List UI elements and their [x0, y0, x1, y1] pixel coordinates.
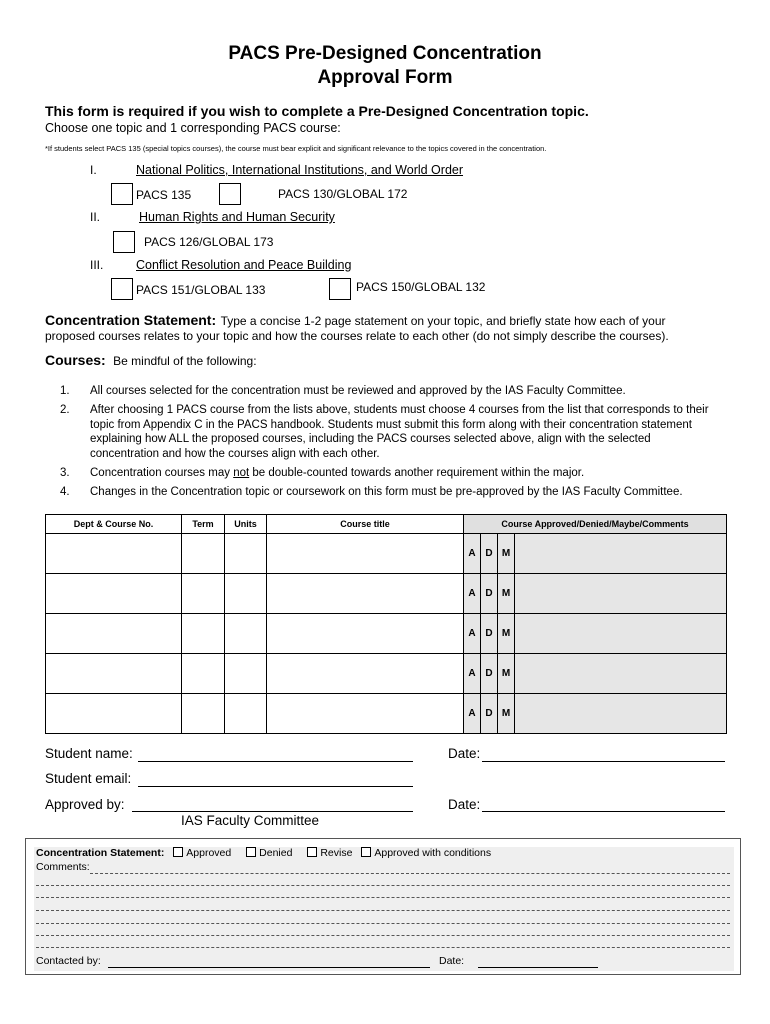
cell-term[interactable] [182, 534, 225, 574]
table-row [46, 574, 727, 614]
adm-m: M [498, 614, 515, 654]
office-use-panel [34, 847, 734, 971]
cell-dept-course[interactable] [46, 694, 182, 734]
comment-line[interactable] [36, 923, 730, 924]
adm-a: A [464, 534, 481, 574]
cell-dept-course[interactable] [46, 574, 182, 614]
statement-text-a: Type a concise 1-2 page statement on your topic, and briefly state how each of your [220, 314, 666, 328]
cell-term[interactable] [182, 574, 225, 614]
rule-text: After choosing 1 PACS course from the lists above, students must choose 4 courses from the list that corresponds to their topic from Appendix C in the PACS handbook. Students must submit this form along with their concentration statement explaining how ALL the proposed courses, including the PACS courses selected above, align with the selected concentration and how the courses align with each other. [90, 404, 709, 460]
checkbox-pacs-130-global-172[interactable] [219, 183, 241, 205]
rule-num: 3. [60, 467, 70, 479]
comment-line[interactable] [36, 885, 730, 886]
cell-term[interactable] [182, 694, 225, 734]
adm-d: D [481, 534, 498, 574]
rule-num: 2. [60, 404, 70, 416]
statement-block [45, 312, 745, 330]
cell-units[interactable] [225, 534, 267, 574]
table-row [46, 694, 727, 734]
cell-dept-course[interactable] [46, 654, 182, 694]
option-pacs-126-global-173: PACS 126/GLOBAL 173 [144, 235, 274, 249]
table-row [46, 534, 727, 574]
checkbox-denied[interactable] [246, 847, 256, 857]
cell-comments [515, 574, 727, 614]
office-date-label: Date: [439, 955, 465, 967]
topic-1-title: National Politics, International Institutions, and World Order [136, 163, 464, 177]
cell-dept-course[interactable] [46, 614, 182, 654]
office-status-row [36, 847, 491, 859]
checkbox-revise[interactable] [307, 847, 317, 857]
approved-by-line[interactable] [132, 811, 413, 812]
checkbox-pacs-135[interactable] [111, 183, 133, 205]
courses-intro: Be mindful of the following: [113, 354, 257, 368]
required-notice: This form is required if you wish to complete a Pre-Designed Concentration topic. [45, 103, 589, 119]
adm-a: A [464, 694, 481, 734]
choose-instruction: Choose one topic and 1 corresponding PACS course: [45, 121, 341, 135]
rule-num: 1. [60, 385, 70, 397]
col-dept-course: Dept & Course No. [46, 515, 182, 534]
adm-d: D [481, 694, 498, 734]
date-line-2[interactable] [482, 811, 725, 812]
student-email-line[interactable] [138, 786, 413, 787]
cell-units[interactable] [225, 654, 267, 694]
topic-2-numeral: II. [90, 210, 101, 224]
topic-3-numeral: III. [90, 258, 104, 272]
approved-by-label: Approved by: [45, 797, 125, 812]
comment-line[interactable] [36, 910, 730, 911]
courses-heading-block [45, 352, 257, 370]
office-statement-label: Concentration Statement: [36, 847, 165, 859]
cell-term[interactable] [182, 614, 225, 654]
adm-d: D [481, 574, 498, 614]
adm-d: D [481, 654, 498, 694]
rule-text: Changes in the Concentration topic or coursework on this form must be pre-approved by the IAS Faculty Committee. [90, 486, 683, 498]
cell-comments [515, 694, 727, 734]
contacted-by-line[interactable] [108, 967, 430, 968]
rule-text-not: not [233, 467, 250, 479]
adm-m: M [498, 654, 515, 694]
courses-table [45, 514, 727, 734]
footnote: *If students select PACS 135 (special topics courses), the course must bear explicit and significant relevance to the topics covered in the concentration. [45, 144, 547, 153]
option-pacs-151-global-133: PACS 151/GLOBAL 133 [136, 283, 266, 297]
col-course-title: Course title [267, 515, 464, 534]
topic-3-title: Conflict Resolution and Peace Building [136, 258, 352, 272]
checkbox-pacs-126-global-173[interactable] [113, 231, 135, 253]
cell-course-title[interactable] [267, 654, 464, 694]
student-name-line[interactable] [138, 761, 413, 762]
adm-m: M [498, 534, 515, 574]
option-approved: Approved [186, 847, 232, 859]
table-row [46, 614, 727, 654]
rule-text-b: be double-counted towards another requirement within the major. [249, 467, 585, 479]
contacted-by-label: Contacted by: [36, 955, 101, 967]
comment-line[interactable] [36, 947, 730, 948]
option-approved-with-conditions: Approved with conditions [374, 847, 492, 859]
date-label-2: Date: [448, 797, 481, 812]
cell-units[interactable] [225, 694, 267, 734]
checkbox-pacs-150-global-132[interactable] [329, 278, 351, 300]
col-units: Units [225, 515, 267, 534]
student-email-label: Student email: [45, 771, 132, 786]
table-row [46, 654, 727, 694]
form-title-line2: Approval Form [317, 67, 453, 88]
topic-2-title: Human Rights and Human Security [139, 210, 335, 224]
option-pacs-135: PACS 135 [136, 188, 192, 202]
checkbox-approved-with-conditions[interactable] [361, 847, 371, 857]
option-revise: Revise [320, 847, 353, 859]
option-denied: Denied [259, 847, 293, 859]
checkbox-pacs-151-global-133[interactable] [111, 278, 133, 300]
option-pacs-130-global-172: PACS 130/GLOBAL 172 [278, 187, 408, 201]
adm-a: A [464, 654, 481, 694]
comments-label: Comments: [36, 861, 90, 873]
col-term: Term [182, 515, 225, 534]
cell-comments [515, 654, 727, 694]
rule-num: 4. [60, 486, 70, 498]
date-line[interactable] [482, 761, 725, 762]
date-label: Date: [448, 746, 481, 761]
adm-a: A [464, 614, 481, 654]
cell-comments [515, 534, 727, 574]
table-header-row [46, 515, 727, 534]
checkbox-approved[interactable] [173, 847, 183, 857]
statement-text-b: proposed courses relates to your topic and how the courses relate to each other (do not simply describe the courses). [45, 329, 669, 343]
rule-text [90, 466, 720, 481]
office-date-line[interactable] [478, 967, 598, 968]
comment-line[interactable] [36, 935, 730, 936]
cell-dept-course[interactable] [46, 534, 182, 574]
adm-d: D [481, 614, 498, 654]
statement-heading: Concentration Statement: [45, 312, 217, 328]
rule-text: All courses selected for the concentration must be reviewed and approved by the IAS Faculty Committee. [90, 385, 626, 397]
cell-course-title[interactable] [267, 614, 464, 654]
cell-term[interactable] [182, 654, 225, 694]
cell-course-title[interactable] [267, 574, 464, 614]
adm-m: M [498, 694, 515, 734]
adm-m: M [498, 574, 515, 614]
col-approval: Course Approved/Denied/Maybe/Comments [464, 515, 727, 534]
comment-line[interactable] [36, 897, 730, 898]
option-pacs-150-global-132: PACS 150/GLOBAL 132 [356, 280, 486, 294]
comment-line[interactable] [90, 873, 730, 874]
committee-label: IAS Faculty Committee [181, 813, 320, 828]
courses-heading: Courses: [45, 352, 106, 368]
rule-text-a: Concentration courses may [90, 467, 234, 479]
cell-course-title[interactable] [267, 694, 464, 734]
adm-a: A [464, 574, 481, 614]
topic-1-numeral: I. [90, 163, 97, 177]
cell-course-title[interactable] [267, 534, 464, 574]
cell-comments [515, 614, 727, 654]
cell-units[interactable] [225, 574, 267, 614]
student-name-label: Student name: [45, 746, 133, 761]
form-title-line1: PACS Pre-Designed Concentration [228, 43, 542, 64]
cell-units[interactable] [225, 614, 267, 654]
